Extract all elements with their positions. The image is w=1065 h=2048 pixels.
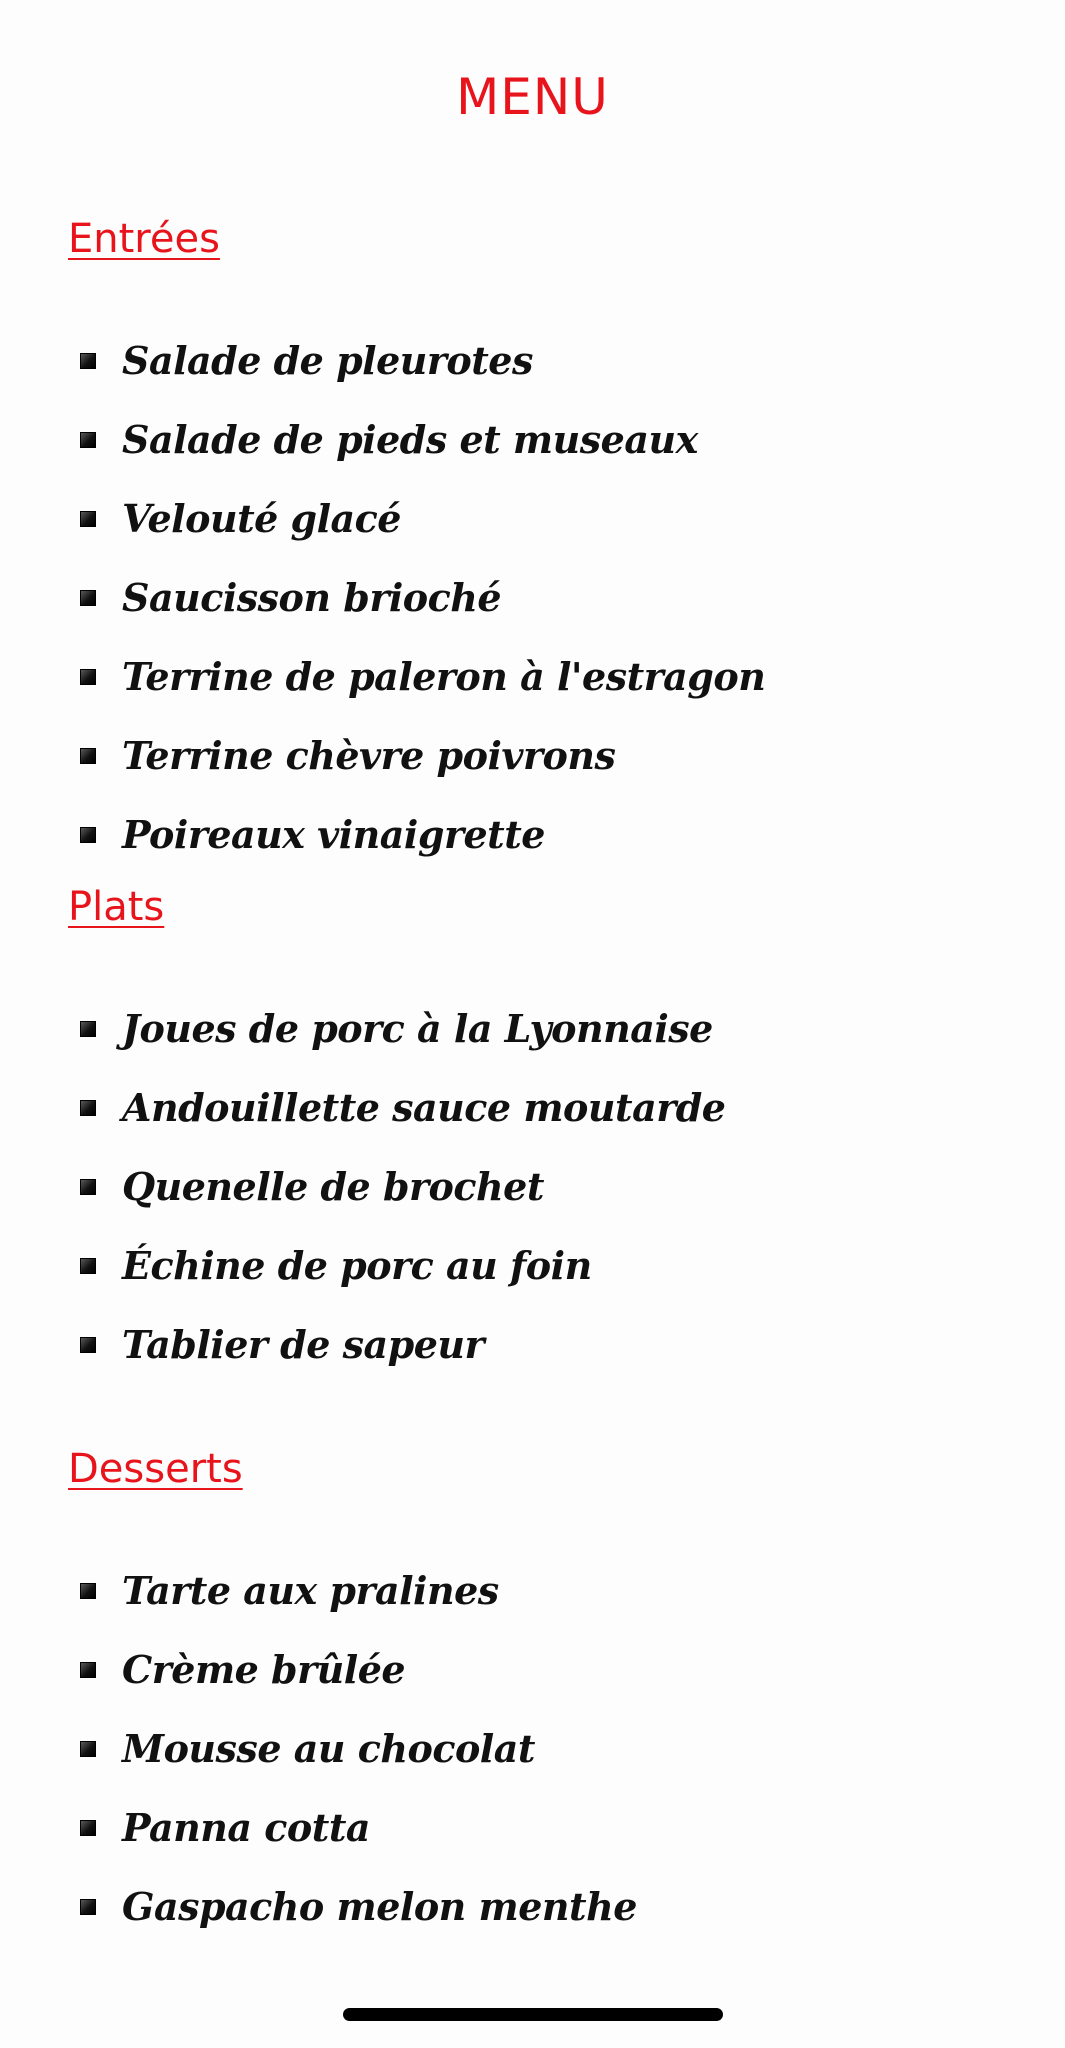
dish-label: Gaspacho melon menthe	[122, 1884, 637, 1929]
list-item	[74, 1068, 725, 1147]
dish-label: Panna cotta	[122, 1805, 370, 1850]
square-bullet-icon	[80, 1899, 96, 1915]
dish-label: Joues de porc à la Lyonnaise	[122, 1006, 713, 1051]
square-bullet-icon	[80, 1662, 96, 1678]
square-bullet-icon	[80, 748, 96, 764]
section-heading-desserts: Desserts	[68, 1446, 243, 1492]
dish-label: Velouté glacé	[122, 496, 401, 541]
dish-label: Salade de pieds et museaux	[122, 417, 698, 462]
list-item	[74, 1867, 637, 1946]
section-heading-plats: Plats	[68, 884, 165, 930]
list-item	[74, 400, 765, 479]
list-item	[74, 637, 765, 716]
dish-label: Crème brûlée	[122, 1647, 406, 1692]
list-item	[74, 1147, 725, 1226]
square-bullet-icon	[80, 1258, 96, 1274]
list-item	[74, 716, 765, 795]
dish-label: Terrine chèvre poivrons	[122, 733, 616, 778]
list-item	[74, 1630, 637, 1709]
square-bullet-icon	[80, 353, 96, 369]
plats-list	[74, 989, 725, 1384]
square-bullet-icon	[80, 1741, 96, 1757]
section-heading-entrees: Entrées	[68, 216, 220, 262]
home-indicator[interactable]	[343, 2008, 723, 2021]
square-bullet-icon	[80, 1337, 96, 1353]
dish-label: Quenelle de brochet	[122, 1164, 544, 1209]
square-bullet-icon	[80, 511, 96, 527]
list-item	[74, 1551, 637, 1630]
list-item	[74, 795, 765, 874]
dish-label: Mousse au chocolat	[122, 1726, 535, 1771]
square-bullet-icon	[80, 669, 96, 685]
list-item	[74, 1788, 637, 1867]
entrees-list	[74, 321, 765, 874]
square-bullet-icon	[80, 1100, 96, 1116]
list-item	[74, 558, 765, 637]
list-item	[74, 1709, 637, 1788]
square-bullet-icon	[80, 1820, 96, 1836]
square-bullet-icon	[80, 827, 96, 843]
list-item	[74, 321, 765, 400]
dish-label: Échine de porc au foin	[122, 1243, 592, 1288]
dish-label: Tablier de sapeur	[122, 1322, 485, 1367]
square-bullet-icon	[80, 432, 96, 448]
dish-label: Andouillette sauce moutarde	[122, 1085, 726, 1130]
dish-label: Saucisson brioché	[122, 575, 502, 620]
list-item	[74, 1226, 725, 1305]
dish-label: Salade de pleurotes	[122, 338, 533, 383]
square-bullet-icon	[80, 590, 96, 606]
dish-label: Poireaux vinaigrette	[122, 812, 545, 857]
page-title: MENU	[456, 68, 609, 126]
square-bullet-icon	[80, 1583, 96, 1599]
dish-label: Terrine de paleron à l'estragon	[122, 654, 766, 699]
desserts-list	[74, 1551, 637, 1946]
square-bullet-icon	[80, 1179, 96, 1195]
square-bullet-icon	[80, 1021, 96, 1037]
list-item	[74, 1305, 725, 1384]
dish-label: Tarte aux pralines	[122, 1568, 499, 1613]
list-item	[74, 479, 765, 558]
list-item	[74, 989, 725, 1068]
